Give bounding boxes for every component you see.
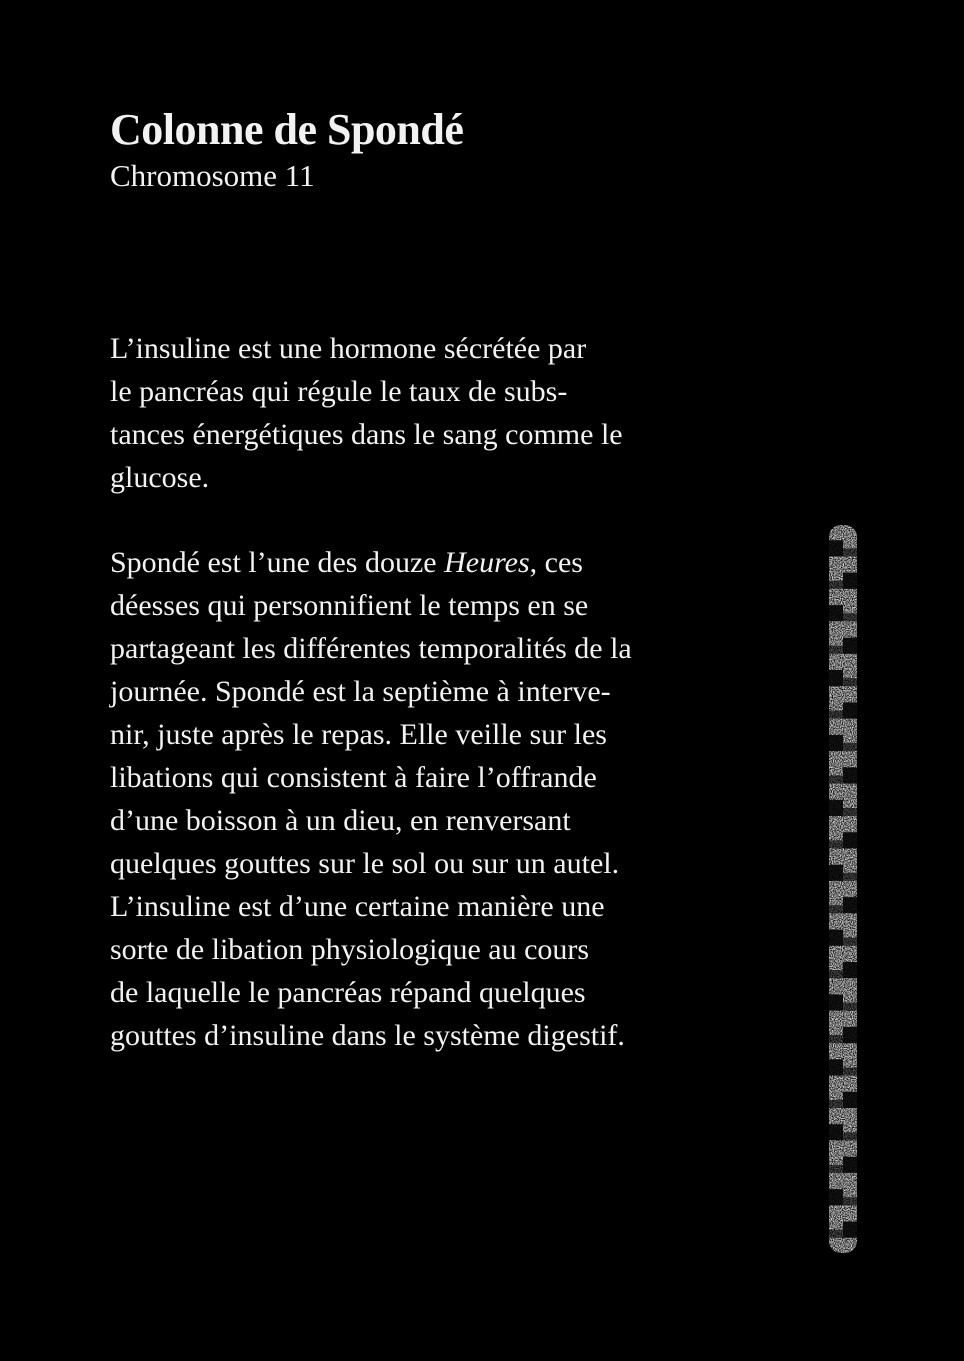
chromosome-band bbox=[828, 775, 843, 783]
text-line bbox=[110, 541, 730, 584]
chromosome-band bbox=[843, 678, 858, 686]
text-line: libations qui consistent à faire l’offrande bbox=[110, 761, 597, 794]
chromosome-band bbox=[843, 873, 858, 881]
text-line: quelques gouttes sur le sol ou sur un autel. bbox=[110, 847, 620, 880]
text-line: journée. Spondé est la septième à interve- bbox=[110, 675, 611, 708]
chromosome-band bbox=[828, 1165, 843, 1173]
chromosome-band bbox=[828, 930, 843, 946]
paragraph-sponde bbox=[110, 541, 730, 1057]
text-line: d’une boisson à un dieu, en renversant bbox=[110, 804, 571, 837]
chromosome-band bbox=[828, 1100, 843, 1108]
chromosome-band bbox=[828, 1059, 843, 1075]
chromosome-band bbox=[828, 800, 843, 816]
chromosome-11-icon bbox=[828, 524, 858, 1254]
chromosome-band bbox=[828, 1230, 843, 1238]
text-line: partageant les différentes temporalités de la bbox=[110, 632, 632, 665]
chromosome-band bbox=[843, 1222, 858, 1238]
chromosome-band bbox=[828, 1189, 843, 1205]
text-line: sorte de libation physiologique au cours bbox=[110, 933, 590, 966]
chromosome-band bbox=[843, 808, 858, 816]
chromosome-band bbox=[828, 1035, 843, 1043]
chromosome-band bbox=[828, 905, 843, 913]
text-segment: , ces bbox=[529, 546, 583, 579]
italic-term-heures: Heures bbox=[444, 546, 530, 579]
text-line: gouttes d’insuline dans le système digestif. bbox=[110, 1019, 625, 1052]
text-line: nir, juste après le repas. Elle veille sur les bbox=[110, 718, 607, 751]
chromosome-band bbox=[843, 1132, 858, 1140]
chromosome-band bbox=[828, 1124, 843, 1140]
chromosome-band bbox=[828, 646, 843, 654]
chromosome-band bbox=[828, 970, 843, 978]
chromosome-band bbox=[828, 581, 843, 589]
chromosome-band bbox=[843, 962, 858, 978]
chromosome-band bbox=[843, 1157, 858, 1173]
paragraph-insulin bbox=[110, 327, 730, 499]
text-line: le pancréas qui régule le taux de subs- bbox=[110, 375, 568, 408]
chromosome-band bbox=[843, 1197, 858, 1205]
chromosome-band bbox=[828, 711, 843, 719]
chromosome-band bbox=[843, 548, 858, 556]
chromosome-body bbox=[828, 524, 858, 1254]
chromosome-band bbox=[843, 832, 858, 848]
chromosome-band bbox=[828, 605, 843, 621]
text-line: glucose. bbox=[110, 461, 210, 494]
text-segment: Spondé est l’une des douze bbox=[110, 546, 445, 579]
chromosome-band bbox=[828, 865, 843, 881]
chromosome-band bbox=[828, 840, 843, 848]
text-line: de laquelle le pancréas répand quelques bbox=[110, 976, 586, 1009]
chromosome-band bbox=[828, 735, 843, 751]
chromosome-band bbox=[843, 1027, 858, 1043]
chromosome-band bbox=[843, 897, 858, 913]
chromosome-band bbox=[843, 743, 858, 751]
text-line: L’insuline est d’une certaine manière une bbox=[110, 890, 605, 923]
text-line: tances énergétiques dans le sang comme le bbox=[110, 418, 623, 451]
chromosome-band bbox=[843, 938, 858, 946]
chromosome-band bbox=[843, 1067, 858, 1075]
chromosome-band bbox=[843, 702, 858, 718]
text-line: L’insuline est une hormone sécrétée par bbox=[110, 332, 587, 365]
text-line: déesses qui personnifient le temps en se bbox=[110, 589, 589, 622]
chromosome-band bbox=[843, 573, 858, 589]
page-subtitle: Chromosome 11 bbox=[110, 158, 315, 193]
chromosome-band bbox=[828, 994, 843, 1010]
page-title: Colonne de Spondé bbox=[110, 105, 464, 154]
chromosome-band bbox=[843, 613, 858, 621]
chromosome-band bbox=[843, 638, 858, 654]
chromosome-band bbox=[843, 1003, 858, 1011]
chromosome-band bbox=[843, 1092, 858, 1108]
chromosome-band bbox=[828, 670, 843, 686]
chromosome-band bbox=[843, 767, 858, 783]
chromosome-band bbox=[828, 540, 843, 556]
